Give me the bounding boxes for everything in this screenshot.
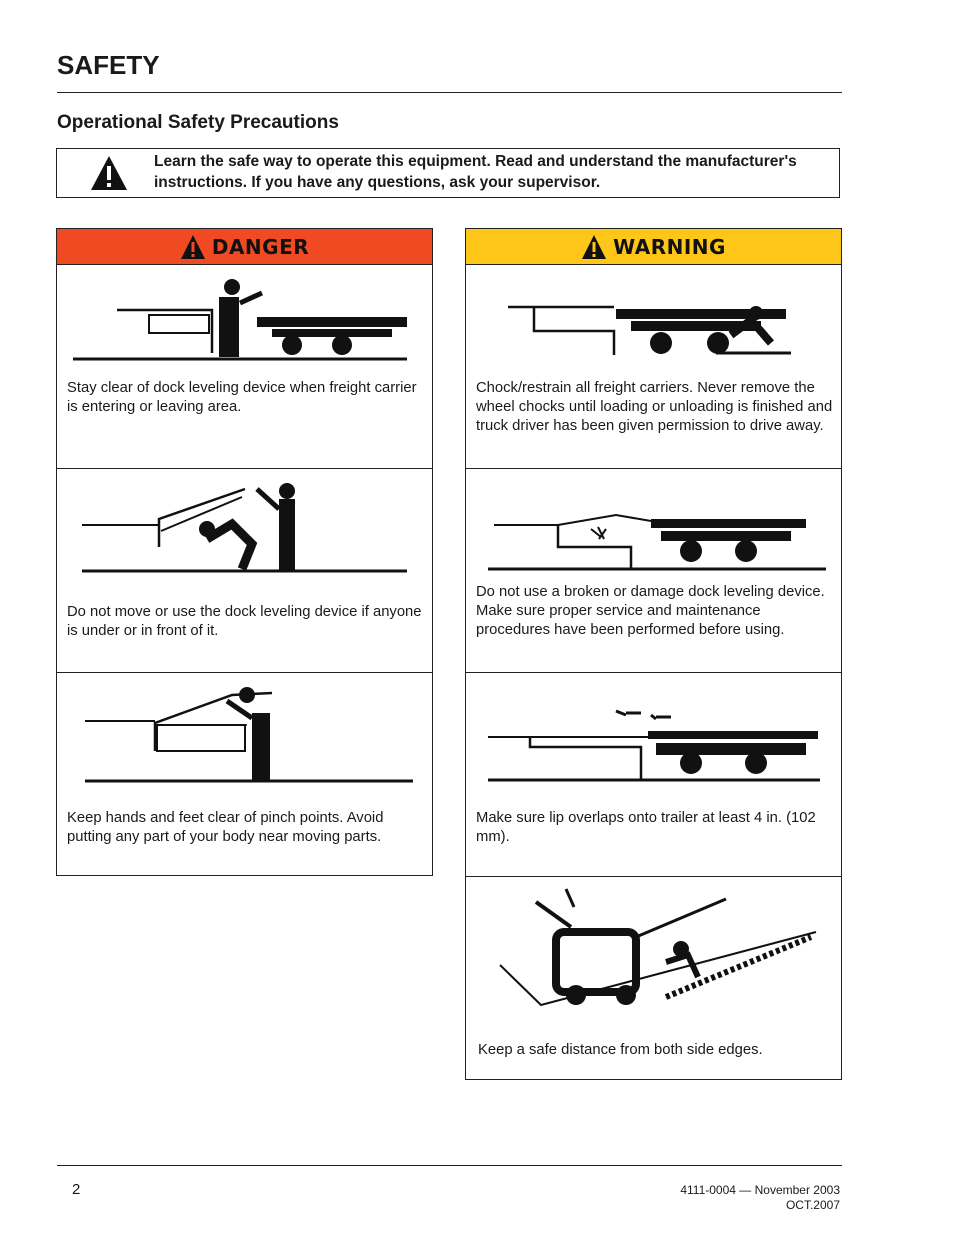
- warning-caption-2: Do not use a broken or damage dock leveling device. Make sure proper service and maintenance procedures have been performed before using.: [476, 584, 825, 638]
- danger-column: [56, 228, 433, 876]
- person-under-leveler-illustration: [57, 469, 431, 594]
- document-reference: [680, 1183, 840, 1213]
- danger-caption-2: Do not move or use the dock leveling device if anyone is under or in front of it.: [67, 604, 422, 639]
- notice-text: Learn the safe way to operate this equipment. Read and understand the manufacturer's instructions. If you have any questions, ask your supervisor.: [154, 153, 797, 191]
- danger-item-1: [57, 265, 432, 469]
- danger-caption-3: Keep hands and feet clear of pinch points. Avoid putting any part of your body near moving parts.: [67, 810, 384, 845]
- danger-caption-1: Stay clear of dock leveling device when freight carrier is entering or leaving area.: [67, 380, 417, 415]
- danger-item-3: [57, 673, 432, 877]
- danger-item-2: [57, 469, 432, 673]
- danger-label: DANGER: [211, 234, 310, 259]
- warning-caption-3: Make sure lip overlaps onto trailer at least 4 in. (102 mm).: [476, 810, 816, 845]
- warning-caption-4: Keep a safe distance from both side edges.: [478, 1042, 763, 1058]
- lip-overlap-illustration: [466, 673, 840, 798]
- warning-header: [466, 229, 841, 265]
- forklift-side-edge-illustration: [466, 877, 840, 1037]
- footer-rule: [57, 1165, 842, 1166]
- warning-triangle-icon: [581, 234, 607, 260]
- notice-box: [56, 148, 840, 198]
- page-title: SAFETY: [57, 50, 160, 80]
- warning-item-1: [466, 265, 841, 469]
- warning-label: WARNING: [613, 234, 726, 259]
- revision-line: OCT.2007: [785, 1198, 840, 1212]
- warning-item-4: [466, 877, 841, 1081]
- page-number: 2: [72, 1181, 81, 1198]
- warning-item-3: [466, 673, 841, 877]
- doc-ref-line: 4111-0004 — November 2003: [680, 1183, 840, 1197]
- warning-column: [465, 228, 842, 1080]
- header-rule: [57, 92, 842, 93]
- warning-item-2: [466, 469, 841, 673]
- warning-triangle-icon: [90, 155, 128, 191]
- truck-entering-dock-illustration: [57, 265, 431, 390]
- danger-header: [57, 229, 432, 265]
- broken-leveler-illustration: [466, 469, 840, 594]
- warning-caption-1: Chock/restrain all freight carriers. Never remove the wheel chocks until loading or unloading is finished and truck driver has been given permission to drive away.: [476, 380, 833, 434]
- danger-triangle-icon: [180, 234, 206, 260]
- pinch-point-illustration: [57, 673, 431, 798]
- section-title: Operational Safety Precautions: [57, 112, 339, 133]
- wheel-chock-illustration: [466, 265, 840, 390]
